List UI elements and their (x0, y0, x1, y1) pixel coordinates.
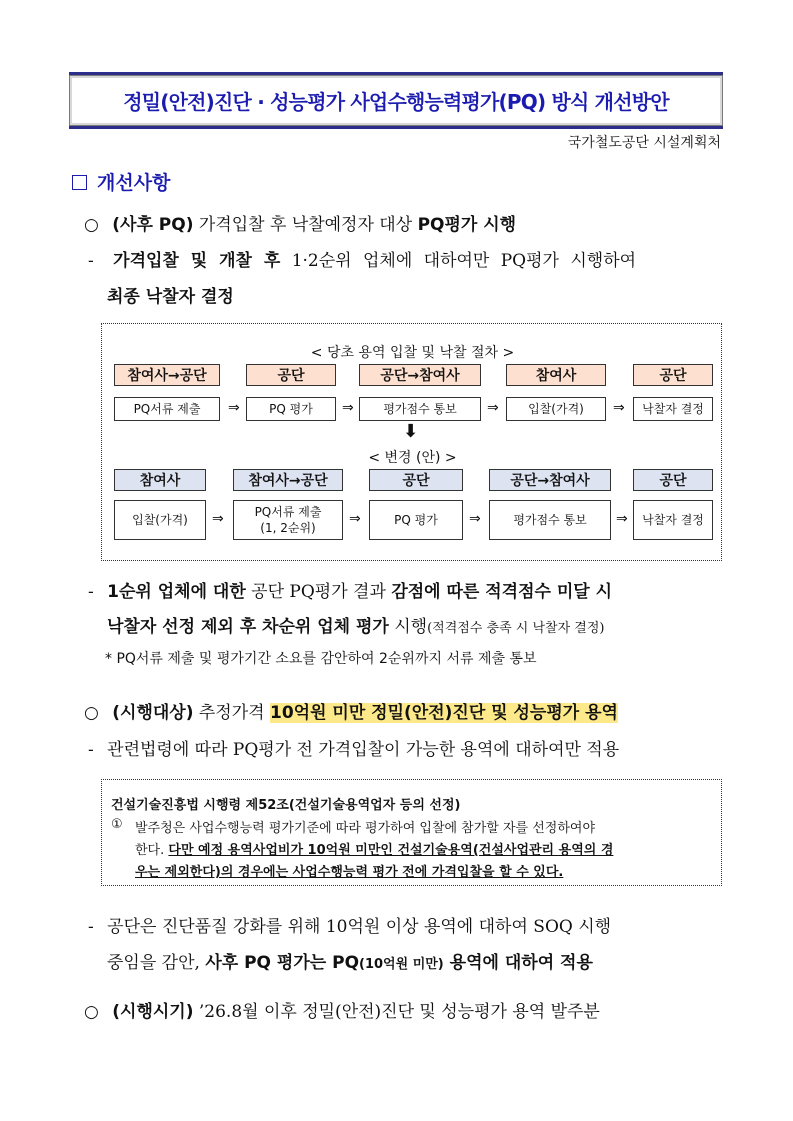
department: 국가철도공단 시설계획처 (567, 135, 721, 151)
flow-before-step: PQ서류 제출 (114, 397, 220, 421)
flow-after-actor: 참여사 (114, 469, 206, 491)
item-3-tag: (시행시기) (112, 1002, 194, 1022)
item-2-sub-2 (88, 912, 611, 937)
flow-after-actor: 참여사→공단 (233, 469, 343, 491)
flow-before-caption: < 당초 용역 입찰 및 낙찰 절차 > (310, 345, 515, 361)
item-1-emphasis: PQ평가 시행 (417, 215, 517, 235)
item-1-sub-1 (88, 246, 636, 271)
right-arrow-icon: ⇒ (613, 400, 625, 416)
page-title: 정밀(안전)진단 · 성능평가 사업수행능력평가(PQ) 방식 개선방안 (123, 90, 669, 114)
item-2-text: 추정가격 (193, 703, 270, 723)
item-1-sub-2-text-2: 시행 (388, 617, 428, 637)
flow-before-actor: 공단 (633, 364, 713, 386)
item-2-sub (88, 735, 619, 760)
right-arrow-icon: ⇒ (349, 511, 361, 527)
item-2-sub-text: 관련법령에 따라 PQ평가 전 가격입찰이 가능한 용역에 대하여만 적용 (107, 740, 620, 760)
flow-after-step: 낙찰자 결정 (633, 500, 713, 540)
law-line-1: 발주청은 사업수행능력 평가기준에 따라 평가하여 입찰에 참가할 자를 선정하여야 (135, 821, 596, 836)
law-line-2-a: 한다. (135, 843, 169, 858)
flow-before-step: 입찰(가격) (506, 397, 606, 421)
flow-before-step: 낙찰자 결정 (633, 397, 713, 421)
flow-after-step: 입찰(가격) (114, 500, 206, 540)
item-1-sub-1-cont: 최종 낙찰자 결정 (107, 287, 234, 307)
right-arrow-icon: ⇒ (616, 511, 628, 527)
item-1-sub-1-bold: 가격입찰 및 개찰 후 (113, 251, 281, 271)
flow-before-actor: 공단→참여사 (359, 364, 481, 386)
item-2-highlight: 10억원 미만 정밀(안전)진단 및 성능평가 용역 (269, 703, 618, 723)
law-line-2-b: 다만 예정 용역사업비가 10억원 미만인 건설기술용역(건설사업관리 용역의 경 (168, 843, 614, 858)
right-arrow-icon: ⇒ (212, 511, 224, 527)
item-1-sub-2-text: 공단 PQ평가 결과 (245, 582, 392, 602)
item-1-tag: (사후 PQ) (112, 215, 194, 235)
item-2 (84, 698, 618, 723)
item-1-sub-2-paren: (적격점수 충족 시 낙찰자 결정) (427, 621, 605, 636)
right-arrow-icon: ⇒ (487, 400, 499, 416)
procedure-flow-box (101, 323, 722, 561)
item-1-sub-2 (88, 577, 612, 602)
item-2-sub-2-cont (107, 948, 593, 973)
flow-after-step-label: PQ서류 제출 (254, 504, 322, 519)
law-num: ① (111, 817, 123, 832)
item-3 (84, 997, 600, 1022)
law-heading: 건설기술진흥법 시행령 제52조(건설기술용역업자 등의 선정) (111, 798, 461, 813)
flow-before-actor: 참여사 (506, 364, 606, 386)
dash: - (88, 251, 94, 271)
item-3-bullet: ○ (84, 1002, 99, 1022)
item-1 (84, 210, 516, 235)
flow-after-step-sublabel: (1, 2순위) (260, 521, 316, 535)
flow-after-actor: 공단 (369, 469, 463, 491)
item-2-sub-2-text: 공단은 진단품질 강화를 위해 10억원 이상 용역에 대하여 SOQ 시행 (107, 917, 612, 937)
item-2-tag: (시행대상) (112, 703, 194, 723)
flow-after-step: 평가점수 통보 (489, 500, 611, 540)
flow-after-step-pq-submit (233, 500, 343, 540)
dash: - (88, 740, 94, 760)
item-1-sub-2-bold: 1순위 업체에 대한 (107, 582, 246, 602)
item-3-text: ’26.8월 이후 정밀(안전)진단 및 성능평가 용역 발주분 (193, 1002, 600, 1022)
dash: - (88, 582, 94, 602)
flow-after-actor: 공단 (633, 469, 713, 491)
down-arrow-icon: ⬇ (403, 421, 419, 442)
flow-before-actor: 참여사→공단 (114, 364, 220, 386)
item-1-sub-2-emphasis: 감점에 따른 적격점수 미달 시 (391, 582, 613, 602)
law-line-3: 우는 제외한다)의 경우에는 사업수행능력 평가 전에 가격입찰을 할 수 있다. (135, 865, 564, 880)
right-arrow-icon: ⇒ (228, 400, 240, 416)
flow-after-actor: 공단→참여사 (489, 469, 611, 491)
section-heading (72, 168, 170, 195)
flow-after-step: PQ 평가 (369, 500, 463, 540)
title-box (69, 75, 723, 126)
item-2-sub-2-text-2: 중임을 감안, (107, 953, 206, 973)
law-line-2 (135, 839, 613, 858)
item-1-bullet: ○ (84, 215, 99, 235)
flow-before-step: 평가점수 통보 (359, 397, 481, 421)
right-arrow-icon: ⇒ (342, 400, 354, 416)
item-1-text: 가격입찰 후 낙찰예정자 대상 (193, 215, 418, 235)
item-2-sub-2-paren: (10억원 미만) (359, 957, 444, 972)
law-excerpt-box (101, 779, 722, 886)
item-1-note: * PQ서류 제출 및 평가기간 소요를 감안하여 2순위까지 서류 제출 통보 (105, 651, 537, 667)
dash: - (88, 917, 94, 937)
item-2-sub-2-bold-2: 용역에 대하여 적용 (443, 953, 593, 973)
flow-before-step: PQ 평가 (246, 397, 336, 421)
flow-before-actor: 공단 (246, 364, 336, 386)
section-label: 개선사항 (97, 172, 171, 194)
item-1-sub-1-text: 1·2순위 업체에 대하여만 PQ평가 시행하여 (280, 251, 637, 271)
item-1-sub-2-bold-2: 낙찰자 선정 제외 후 차순위 업체 평가 (107, 617, 389, 637)
right-arrow-icon: ⇒ (469, 511, 481, 527)
flow-after-caption: < 변경 (안) > (368, 450, 457, 466)
item-2-sub-2-bold: 사후 PQ 평가는 PQ (205, 953, 360, 973)
item-2-bullet: ○ (84, 703, 99, 723)
checkbox-square-icon (72, 175, 87, 190)
item-1-sub-2-cont (107, 612, 604, 637)
